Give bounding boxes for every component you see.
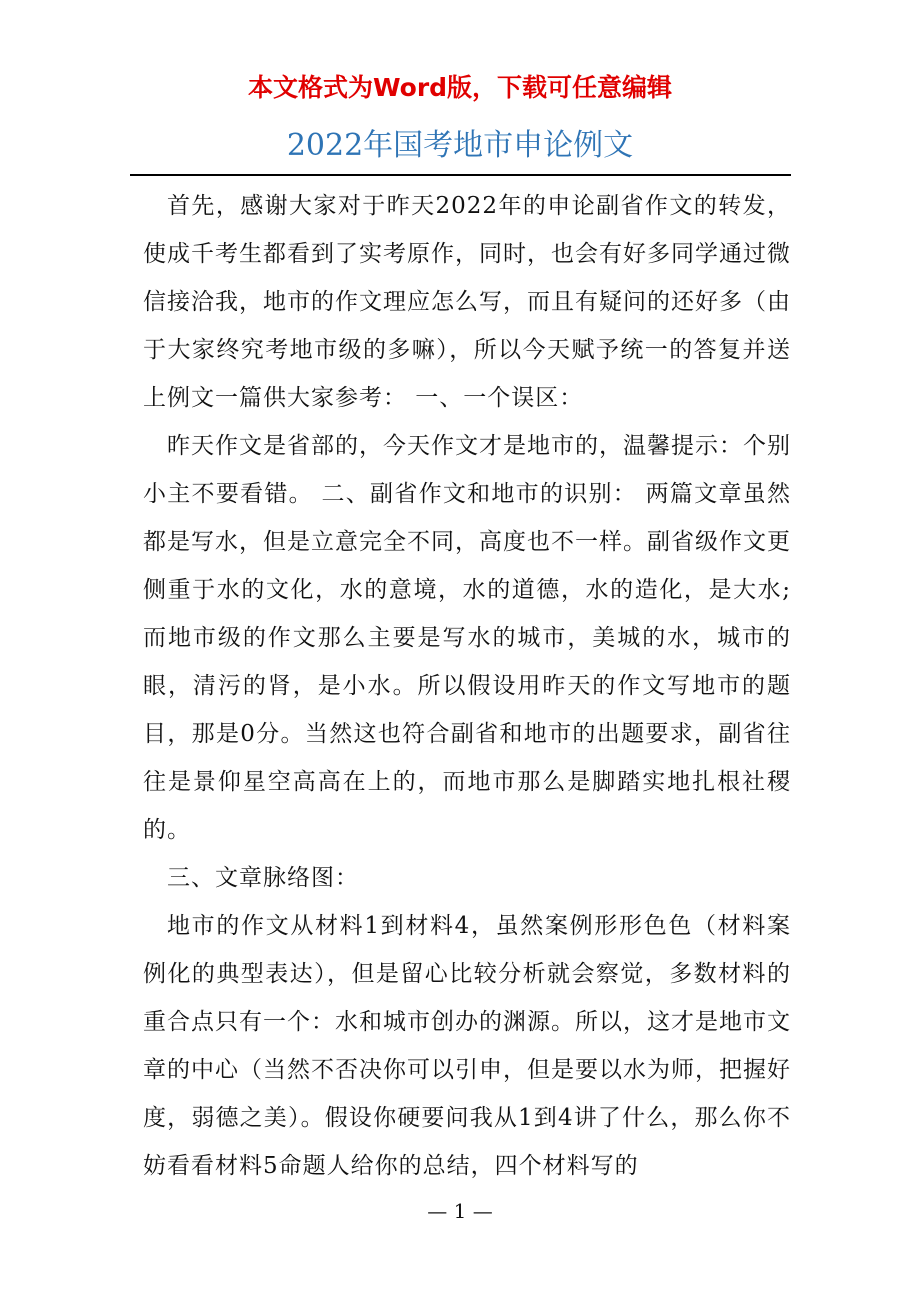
document-title: 2022年国考地市申论例文	[286, 128, 634, 163]
page-number: — 1 —	[427, 1199, 493, 1223]
paragraph-materials: 地市的作文从材料1到材料4，虽然案例形形色色（材料案例化的典型表达），但是留心比较分析就会察觉，多数材料的重合点只有一个：水和城市创办的渊源。所以，这才是地市文章的中心（当然不否决你可以引申，但是要以水为师，把握好度，弱德之美）。假设你硬要问我从1到4讲了什么，那么你不妨看看材料5命题人给你的总结，四个材料写的	[143, 913, 791, 1179]
paragraph-distinction: 昨天作文是省部的，今天作文才是地市的，温馨提示：个别小主不要看错。 二、副省作文和地市的识别： 两篇文章虽然都是写水，但是立意完全不同，高度也不一样。副省级作文更侧重于水的文化，水的意境，水的道德，水的造化，是大水;而地市级的作文那么主要是写水的城市，美城的水，城市的眼，清污的肾，是小水。所以假设用昨天的作文写地市的题目，那是0分。当然这也符合副省和地市的出题要求，副省往往是景仰星空高高在上的，而地市那么是脚踏实地扎根社稷的。	[143, 433, 791, 843]
paragraph-outline-heading: 三、文章脉络图：	[167, 865, 359, 891]
document-body	[143, 182, 791, 1190]
paragraph-intro: 首先，感谢大家对于昨天2022年的申论副省作文的转发，使成千考生都看到了实考原作，同时，也会有好多同学通过微信接洽我，地市的作文理应怎么写，而且有疑问的还好多（由于大家终究考地市级的多嘛），所以今天赋予统一的答复并送上例文一篇供大家参考： 一、一个误区：	[143, 193, 791, 411]
download-banner: 本文格式为Word版，下载可任意编辑	[247, 73, 673, 102]
title-divider	[130, 174, 791, 176]
